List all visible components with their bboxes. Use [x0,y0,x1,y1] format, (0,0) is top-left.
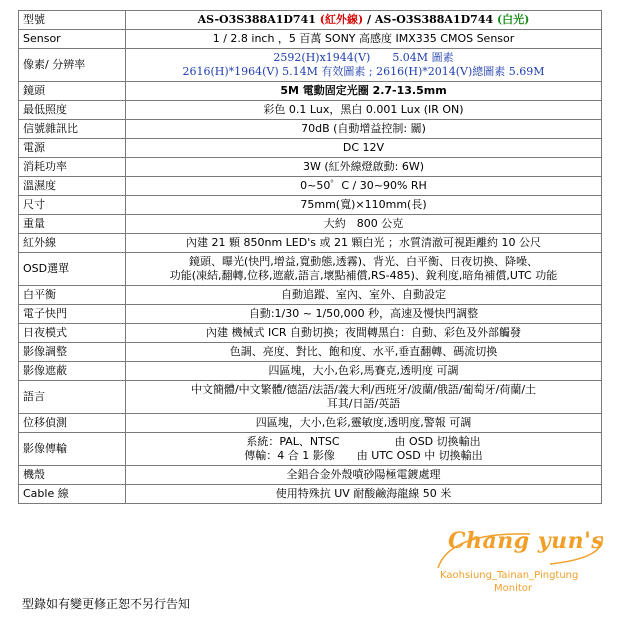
row-label: 鏡頭 [19,82,126,101]
row-value-line: 四區塊，大小,色彩,馬賽克,透明度 可調 [268,364,459,377]
row-value-line: 自動:1/30 ~ 1/50,000 秒，高速及慢快門調整 [248,307,479,320]
row-value-line: 自動追蹤、室內、室外、自動設定 [281,288,446,301]
row-value [126,343,602,362]
row-value-line: 使用特殊抗 UV 耐酸鹼海龍線 50 米 [275,487,452,500]
table-row [19,343,602,362]
table-row [19,381,602,414]
table-row [19,82,602,101]
row-value-line: 鏡頭、曝光(快門,增益,寬動態,透霧)、背光、白平衡、日夜切換、降噪、 [188,255,539,268]
row-label: 白平衡 [19,286,126,305]
model-separator: / [363,13,375,26]
row-label: Sensor [19,30,126,49]
row-value [126,30,602,49]
row-label: 信號雜訊比 [19,120,126,139]
table-row [19,305,602,324]
table-row [19,253,602,286]
row-value [126,101,602,120]
row-value-line: 內建 21 顆 850nm LED's 或 21 顆白光 ；水質清澈可視距離約 10 公尺 [186,236,541,249]
row-label: 位移偵測 [19,414,126,433]
row-value-line: DC 12V [342,141,385,154]
table-row-header [19,11,602,30]
row-value-line: 2616(H)*1964(V) 5.14M 有效圖素 ; 2616(H)*2014(V)總圖素 5.69M [182,65,545,78]
row-value [126,433,602,466]
row-value [126,139,602,158]
table-row [19,49,602,82]
table-row [19,215,602,234]
table-row [19,433,602,466]
table-row [19,466,602,485]
row-label: 機殼 [19,466,126,485]
row-value-line: 0~50゜C / 30~90% RH [300,179,427,192]
row-label: 紅外線 [19,234,126,253]
table-row [19,177,602,196]
row-value [126,177,602,196]
row-value [126,82,602,101]
watermark-title: Chang yun's [448,528,605,554]
row-label: 日夜模式 [19,324,126,343]
row-label: 消耗功率 [19,158,126,177]
row-value-line: 耳其/日語/英語 [326,397,401,410]
model-2: AS-O3S388A1D744 [374,13,494,26]
row-value-line: 全鋁合金外殼噴砂陽極電鍍處理 [286,468,441,481]
row-value-line: 內建 機械式 ICR 自動切換；夜間轉黑白：自動、彩色及外部觸發 [205,326,522,339]
row-label: 重量 [19,215,126,234]
table-row [19,485,602,504]
row-value [126,120,602,139]
row-label: OSD選單 [19,253,126,286]
row-label: 影像傳輸 [19,433,126,466]
row-label: 影像調整 [19,343,126,362]
row-value-line: 中文簡體/中文繁體/德語/法語/義大利/西班牙/波蘭/俄語/葡萄牙/荷蘭/土 [190,383,537,396]
row-label: Cable 線 [19,485,126,504]
row-label: 尺寸 [19,196,126,215]
row-value [126,253,602,286]
table-row [19,234,602,253]
watermark-logo [430,524,610,604]
table-row [19,196,602,215]
row-value-line: 75mm(寬)×110mm(長) [300,198,427,211]
row-label: 溫濕度 [19,177,126,196]
row-value [126,362,602,381]
row-value [126,158,602,177]
row-value [126,234,602,253]
table-row [19,324,602,343]
row-label: 電子快門 [19,305,126,324]
row-value [126,49,602,82]
row-label: 像素/ 分辨率 [19,49,126,82]
row-label: 型號 [19,11,126,30]
table-row [19,158,602,177]
row-label: 語言 [19,381,126,414]
table-row [19,139,602,158]
row-value-line: 3W (紅外線燈啟動: 6W) [302,160,425,173]
row-value-line: 2592(H)x1944(V) 5.04M 圖素 [273,51,454,64]
table-row [19,30,602,49]
spec-table [18,10,602,504]
row-value-line: 色調、亮度、對比、飽和度、水平,垂直翻轉、碼流切換 [229,345,498,358]
row-value-line: 彩色 0.1 Lux，黑白 0.001 Lux (IR ON) [263,103,464,116]
row-value-line: 1 / 2.8 inch ，5 百萬 SONY 高感度 IMX335 CMOS Sensor [212,32,515,45]
row-value [126,466,602,485]
table-row [19,414,602,433]
table-row [19,120,602,139]
row-value-line: 5M 電動固定光圈 2.7-13.5mm [280,84,447,97]
row-value [126,414,602,433]
row-value-line: 功能(凍結,翻轉,位移,遮蔽,語言,壞點補償,RS-485)、銳利度,暗角補償,UTC 功能 [169,269,558,282]
row-value-line: 傳輸：4 合 1 影像 由 UTC OSD 中 切換輸出 [244,449,483,462]
row-value [126,305,602,324]
row-value [126,485,602,504]
watermark-subtitle: Kaohsiung_Tainan_Pingtung [440,570,579,581]
row-value [126,381,602,414]
row-value [126,324,602,343]
row-value-line: 大約 800 公克 [323,217,404,230]
row-value-line: 四區塊，大小,色彩,靈敏度,透明度,警報 可調 [255,416,472,429]
table-row [19,362,602,381]
model-cell [126,11,602,30]
row-value-line: 系統：PAL、NTSC 由 OSD 切換輸出 [246,435,481,448]
model-1: AS-O3S388A1D741 [197,13,316,26]
row-value-line: 70dB (自動增益控制: 關) [301,122,426,135]
footnote: 型錄如有變更修正恕不另行告知 [22,597,191,611]
model-1-note: (紅外線) [319,13,364,26]
table-row [19,101,602,120]
watermark-subtitle-2: Monitor [494,583,533,594]
row-value [126,215,602,234]
table-row [19,286,602,305]
row-value [126,286,602,305]
row-label: 電源 [19,139,126,158]
row-label: 最低照度 [19,101,126,120]
row-value [126,196,602,215]
row-label: 影像遮蔽 [19,362,126,381]
model-2-note: (白光) [496,13,530,26]
